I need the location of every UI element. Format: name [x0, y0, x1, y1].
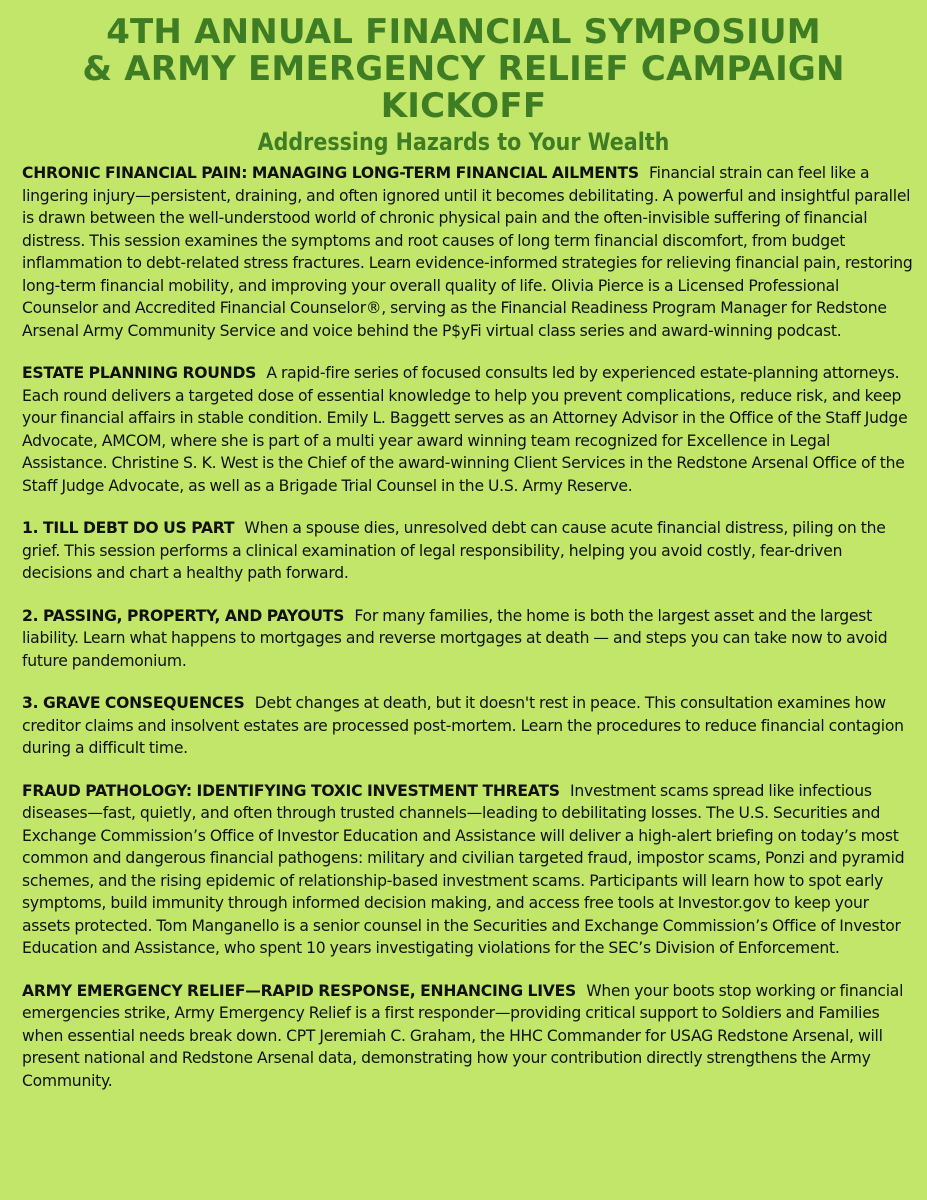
sessions-list: [22, 162, 914, 1112]
section-fraud-pathology: [22, 780, 914, 960]
section-body: Debt changes at death, but it doesn't rest in peace. This consultation examines how creditor claims and insolvent estates are processed post-mortem. Learn the procedures to reduce financial contagion during a difficult time.: [22, 694, 904, 757]
section-body: Financial strain can feel like a lingering injury—persistent, draining, and often ignored until it becomes debilitating. A powerful and insightful parallel is drawn between the well-understood world of chronic physical pain and the often-invisible suffering of financial distress. This session examines the symptoms and root causes of long term financial discomfort, from budget inflammation to debt-related stress fractures. Learn evidence-informed strategies for relieving financial pain, restoring long-term financial mobility, and improving your overall quality of life. Olivia Pierce is a Licensed Professional Counselor and Accredited Financial Counselor®, serving as the Financial Readiness Program Manager for Redstone Arsenal Army Community Service and voice behind the P$yFi virtual class series and award-winning podcast.: [22, 164, 913, 340]
section-body: A rapid-fire series of focused consults led by experienced estate-planning attorneys. Each round delivers a targeted dose of essential knowledge to help you prevent complications, reduce risk, and keep your financial affairs in stable condition. Emily L. Baggett serves as an Attorney Advisor in the Office of the Staff Judge Advocate, AMCOM, where she is part of a multi year award winning team recognized for Excellence in Legal Assistance. Christine S. K. West is the Chief of the award-winning Client Services in the Redstone Arsenal Office of the Staff Judge Advocate, as well as a Brigade Trial Counsel in the U.S. Army Reserve.: [22, 364, 908, 495]
title-line-1: 4TH ANNUAL FINANCIAL SYMPOSIUM: [106, 12, 821, 52]
section-body: Investment scams spread like infectious diseases—fast, quietly, and often through trusted channels—leading to debilitating losses. The U.S. Securities and Exchange Commission’s Office of Investor Education and Assistance will deliver a high-alert briefing on today’s most common and dangerous financial pathogens: military and civilian targeted fraud, impostor scams, Ponzi and pyramid schemes, and the rising epidemic of relationship-based investment scams. Participants will learn how to spot early symptoms, build immunity through informed decision making, and access free tools at Investor.gov to keep your assets protected. Tom Manganello is a senior counsel in the Securities and Exchange Commission’s Office of Investor Education and Assistance, who spent 10 years investigating violations for the SEC’s Division of Enforcement.: [22, 781, 905, 957]
section-heading: 1. TILL DEBT DO US PART: [22, 519, 235, 537]
title-line-2: & ARMY EMERGENCY RELIEF CAMPAIGN KICKOFF: [82, 49, 845, 126]
section-body: When your boots stop working or financial emergencies strike, Army Emergency Relief is a first responder—providing critical support to Soldiers and Families when essential needs break down. CPT Jeremiah C. Graham, the HHC Commander for USAG Redstone Arsenal, will present national and Redstone Arsenal data, demonstrating how your contribution directly strengthens the Army Community.: [22, 981, 904, 1090]
section-heading: ARMY EMERGENCY RELIEF—RAPID RESPONSE, ENHANCING LIVES: [22, 981, 576, 1000]
page-title: [0, 14, 927, 125]
page-subtitle: Addressing Hazards to Your Wealth: [257, 128, 670, 156]
section-heading: CHRONIC FINANCIAL PAIN: MANAGING LONG-TERM FINANCIAL AILMENTS: [22, 164, 639, 182]
section-grave-consequences: [22, 692, 914, 760]
section-passing-property-payouts: [22, 605, 914, 673]
section-estate-planning-rounds: [22, 362, 914, 497]
section-heading: 2. PASSING, PROPERTY, AND PAYOUTS: [22, 606, 345, 625]
section-chronic-financial-pain: [22, 162, 914, 342]
section-heading: 3. GRAVE CONSEQUENCES: [22, 694, 245, 712]
section-heading: ESTATE PLANNING ROUNDS: [22, 364, 257, 382]
section-till-debt-do-us-part: [22, 517, 914, 585]
page-header: [0, 0, 927, 156]
section-heading: FRAUD PATHOLOGY: IDENTIFYING TOXIC INVESTMENT THREATS: [22, 781, 560, 800]
section-body: When a spouse dies, unresolved debt can cause acute financial distress, piling on the grief. This session performs a clinical examination of legal responsibility, helping you avoid costly, fear-driven decisions and chart a healthy path forward.: [22, 519, 886, 582]
section-body: For many families, the home is both the largest asset and the largest liability. Learn what happens to mortgages and reverse mortgages at death — and steps you can take now to avoid future pandemonium.: [22, 606, 888, 670]
section-army-emergency-relief: [22, 980, 914, 1093]
